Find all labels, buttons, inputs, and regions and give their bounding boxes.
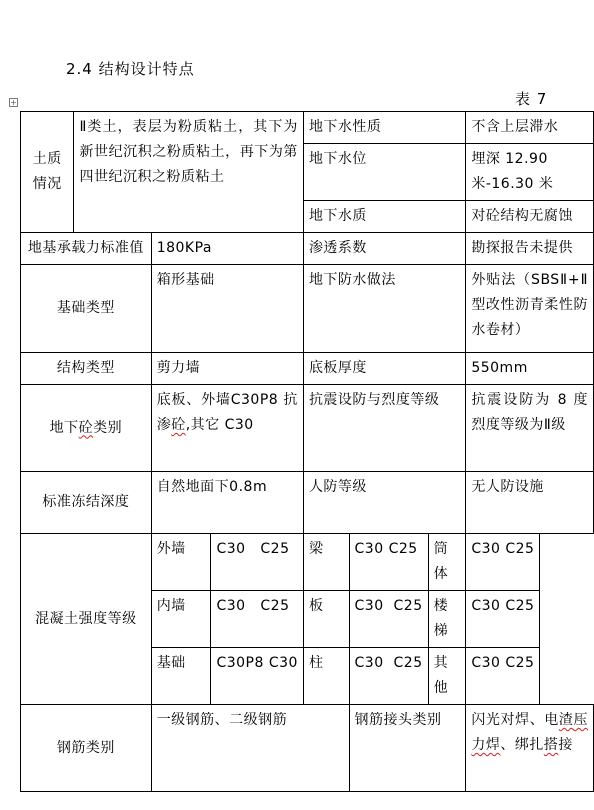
spellcheck-underline: 砼 xyxy=(78,419,94,436)
permeability-label: 渗透系数 xyxy=(303,233,465,265)
strength-part: 板 xyxy=(303,591,349,648)
table-row xyxy=(21,705,594,792)
waterproof-label: 地下防水做法 xyxy=(303,265,465,353)
table-row xyxy=(21,472,594,534)
structure-value: 剪力墙 xyxy=(151,353,303,385)
strength-grade: C30 C25 xyxy=(349,648,428,705)
strength-part: 其他 xyxy=(428,648,466,705)
strength-part: 外墙 xyxy=(151,534,211,591)
gw-level-value: 埋深 12.90 米-16.30 米 xyxy=(466,144,594,201)
concrete-type-value: 底板、外墙C30P8 抗渗砼,其它 C30 xyxy=(151,385,303,472)
spellcheck-underline: 砼 xyxy=(171,417,186,433)
civil-defense-value: 无人防设施 xyxy=(466,472,594,534)
spellcheck-underline: 压力焊 xyxy=(471,712,589,753)
gw-nature-value: 不含上层滞水 xyxy=(466,112,594,144)
move-handle-icon[interactable]: + xyxy=(10,98,17,107)
strength-grade: C30 C25 xyxy=(466,648,540,705)
waterproof-value: 外贴法（SBSⅡ+Ⅱ型改性沥青柔性防水卷材） xyxy=(466,265,594,353)
frost-depth-value: 自然地面下0.8m xyxy=(151,472,303,534)
strength-part: 内墙 xyxy=(151,591,211,648)
soil-description: Ⅱ类土，表层为粉质粘土，其下为新世纪沉积之粉质粘土，再下为第四世纪沉积之粉质粘土 xyxy=(74,112,303,233)
civil-defense-label: 人防等级 xyxy=(303,472,465,534)
concrete-type-label: 地下砼类别 xyxy=(21,385,152,472)
table-row xyxy=(21,112,594,144)
bearing-value: 180KPa xyxy=(151,233,303,265)
rebar-joint-value: 闪光对焊、电渣压力焊、绑扎搭接 xyxy=(466,705,594,792)
gw-quality-label: 地下水质 xyxy=(303,201,465,233)
rebar-label: 钢筋类别 xyxy=(21,705,152,792)
structure-label: 结构类型 xyxy=(21,353,152,385)
gw-level-label: 地下水位 xyxy=(303,144,465,201)
foundation-label: 基础类型 xyxy=(21,265,152,353)
soil-label: 土质情况 xyxy=(21,112,74,233)
seismic-label: 抗震设防与烈度等级 xyxy=(303,385,465,472)
section-heading: 2.4 结构设计特点 xyxy=(66,60,195,78)
rebar-joint-label: 钢筋接头类别 xyxy=(349,705,466,792)
slab-thickness-value: 550mm xyxy=(466,353,594,385)
seismic-value: 抗震设防为 8 度烈度等级为Ⅱ级 xyxy=(466,385,594,472)
table-row xyxy=(21,353,594,385)
strength-grade: C30 C25 xyxy=(211,534,303,591)
structure-features-table xyxy=(20,111,594,792)
strength-part: 楼梯 xyxy=(428,591,466,648)
slab-thickness-label: 底板厚度 xyxy=(303,353,465,385)
gw-quality-value: 对砼结构无腐蚀 xyxy=(466,201,594,233)
gw-nature-label: 地下水性质 xyxy=(303,112,465,144)
strength-grade: C30 C25 xyxy=(349,534,428,591)
foundation-value: 箱形基础 xyxy=(151,265,303,353)
spellcheck-underline: 渣 xyxy=(558,712,574,728)
strength-grade: C30 C25 xyxy=(211,591,303,648)
strength-grade: C30 C25 xyxy=(349,591,428,648)
strength-part: 柱 xyxy=(303,648,349,705)
strength-part: 基础 xyxy=(151,648,211,705)
spellcheck-underline: 搭 xyxy=(543,737,559,753)
table-row xyxy=(21,385,594,472)
strength-grade: C30 C25 xyxy=(466,534,540,591)
table-row xyxy=(21,233,594,265)
strength-part: 梁 xyxy=(303,534,349,591)
strength-grade: C30 C25 xyxy=(466,591,540,648)
strength-label: 混凝土强度等级 xyxy=(21,534,152,705)
strength-grade: C30P8 C30 xyxy=(211,648,303,705)
frost-depth-label: 标准冻结深度 xyxy=(21,472,152,534)
permeability-value: 勘探报告未提供 xyxy=(466,233,594,265)
table-row xyxy=(21,265,594,353)
strength-part: 筒体 xyxy=(428,534,466,591)
bearing-label: 地基承载力标准值 xyxy=(21,233,152,265)
cell-end-marker-icon xyxy=(577,716,582,721)
rebar-value: 一级钢筋、二级钢筋 xyxy=(151,705,349,792)
table-number: 表 7 xyxy=(515,90,548,108)
table-row xyxy=(21,534,594,591)
